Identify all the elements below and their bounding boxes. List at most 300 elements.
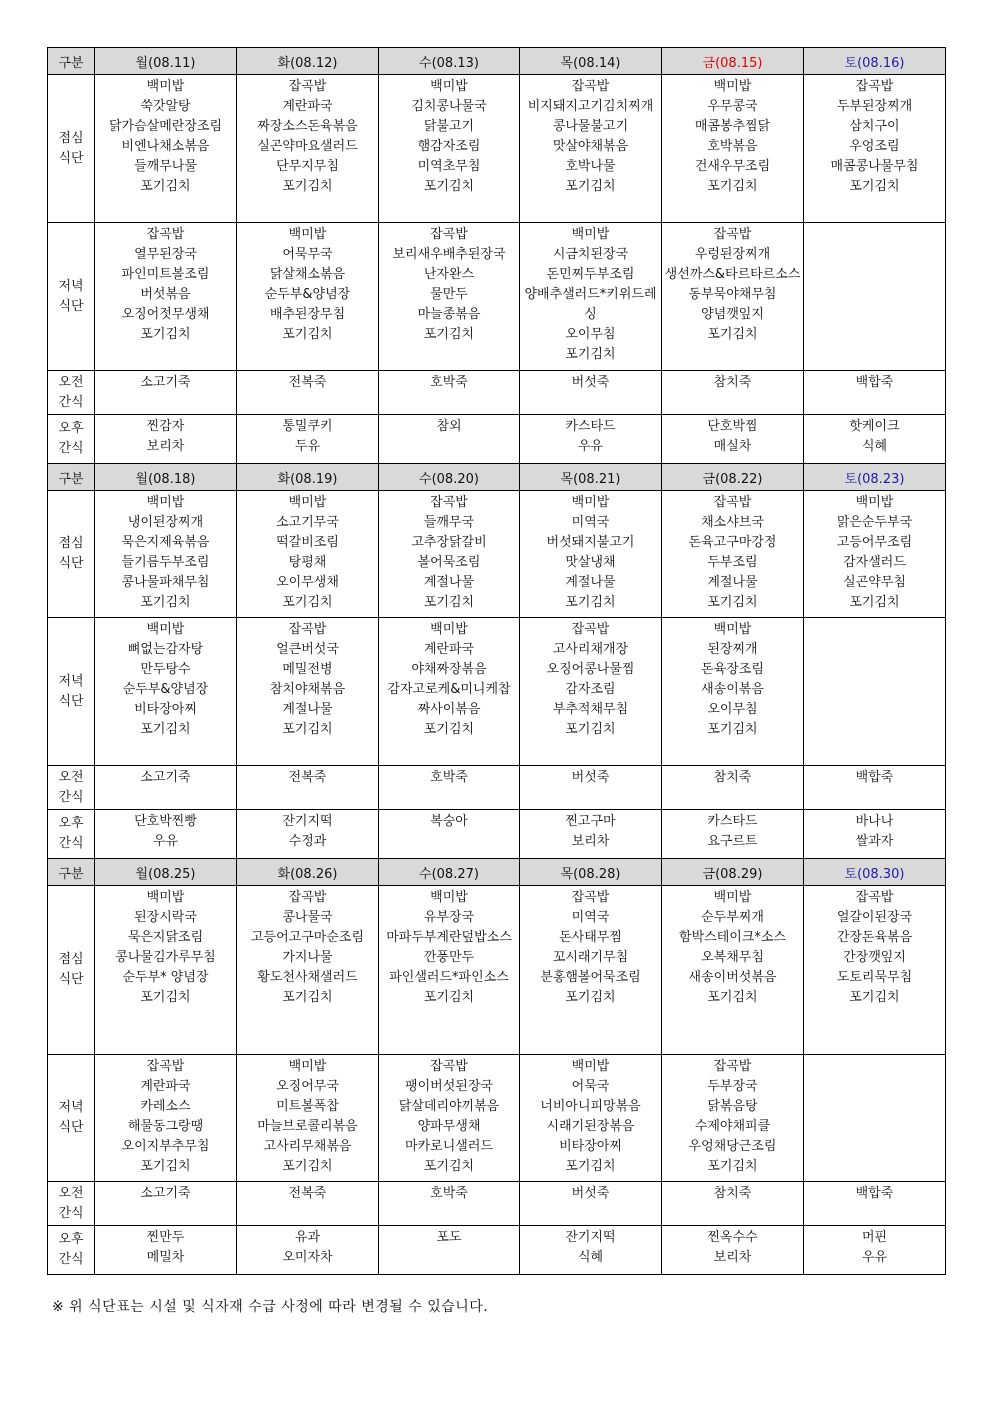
menu-item: 백합죽 <box>855 770 894 785</box>
menu-item: 잡곡밥 <box>713 227 752 242</box>
menu-item: 포기김치 <box>282 722 333 737</box>
menu-item: 짜사이볶음 <box>417 702 481 717</box>
menu-item: 포기김치 <box>565 595 616 610</box>
row-label <box>48 75 95 223</box>
menu-item: 바나나 <box>855 814 894 829</box>
menu-item: 어묵무국 <box>282 247 333 262</box>
menu-item: 우엉채당근조림 <box>688 1139 777 1154</box>
menu-item: 카스타드 <box>565 419 616 434</box>
menu-item: 버섯돼지불고기 <box>546 535 635 550</box>
menu-item: 보리새우배추된장국 <box>392 247 506 262</box>
menu-item: 맛살냉채 <box>565 555 616 570</box>
row-label-line: 오후 <box>58 421 84 436</box>
menu-cell <box>804 223 946 371</box>
menu-item: 너비아니피망볶음 <box>540 1099 641 1114</box>
row-label-line: 간식 <box>58 394 84 410</box>
menu-item: 계절나물 <box>565 575 616 590</box>
menu-item: 식혜 <box>577 1250 604 1265</box>
menu-cell <box>662 810 804 859</box>
menu-item: 백미밥 <box>288 1059 327 1074</box>
menu-cell <box>379 766 520 810</box>
menu-item: 새송이볶음 <box>701 682 764 697</box>
menu-cell <box>95 371 237 415</box>
menu-item: 보리차 <box>713 1250 752 1265</box>
menu-item: 포기김치 <box>565 990 616 1005</box>
menu-item: 고사리채개장 <box>552 642 629 657</box>
menu-item: 포기김치 <box>565 1159 616 1174</box>
menu-item: 잡곡밥 <box>430 495 468 510</box>
menu-cell <box>95 766 237 810</box>
menu-item: 고추장닭갈비 <box>411 535 487 550</box>
menu-item: 잡곡밥 <box>713 495 752 510</box>
menu-cell <box>95 618 237 766</box>
menu-item: 단호박찜 <box>707 419 758 434</box>
menu-item: 백미밥 <box>571 1059 610 1074</box>
menu-item: 묵은지닭조림 <box>127 930 204 945</box>
menu-cell <box>662 491 804 618</box>
menu-item: 떡갈비조림 <box>276 535 339 550</box>
menu-cell <box>520 886 662 1055</box>
menu-item: 매콤봉추찜닭 <box>694 119 771 134</box>
menu-item: 돈민찌두부조림 <box>546 267 635 282</box>
menu-item: 미역국 <box>571 515 610 530</box>
menu-item: 콩나물불고기 <box>552 119 629 134</box>
dinner-row <box>48 1055 946 1182</box>
menu-item: 파인미트볼조림 <box>121 267 210 282</box>
menu-item: 백미밥 <box>288 227 327 242</box>
menu-item: 마파두부계란덮밥소스 <box>386 930 512 945</box>
menu-item: 백미밥 <box>430 890 468 905</box>
menu-item: 소고기죽 <box>140 375 191 390</box>
menu-item: 포기김치 <box>565 347 616 362</box>
menu-item: 수제야채피클 <box>694 1119 771 1134</box>
day-header: 목(08.28) <box>520 859 662 886</box>
menu-item: 포기김치 <box>423 179 475 194</box>
menu-cell <box>662 1055 804 1182</box>
row-label-line: 저녁 <box>58 673 84 689</box>
menu-item: 우무콩국 <box>707 99 758 114</box>
menu-item: 호박죽 <box>430 375 468 390</box>
menu-item: 포기김치 <box>423 327 475 342</box>
menu-cell <box>379 371 520 415</box>
menu-cell <box>804 491 946 618</box>
menu-cell <box>95 1055 237 1182</box>
menu-item: 미역초무침 <box>417 159 481 174</box>
menu-item: 부추적채무침 <box>552 702 629 717</box>
menu-cell <box>379 415 520 464</box>
menu-cell <box>237 491 379 618</box>
row-label-line: 간식 <box>58 441 84 456</box>
menu-item: 백미밥 <box>713 890 752 905</box>
menu-item: 양파무생채 <box>417 1119 481 1134</box>
menu-item: 잡곡밥 <box>146 1059 185 1074</box>
menu-item: 참치죽 <box>713 770 752 785</box>
row-label <box>48 810 95 859</box>
menu-cell <box>237 618 379 766</box>
menu-item: 배추된장무침 <box>269 307 346 322</box>
menu-item: 쌀과자 <box>855 834 894 849</box>
lunch-row <box>48 491 946 618</box>
day-header: 목(08.14) <box>520 48 662 75</box>
menu-cell <box>520 223 662 371</box>
menu-item: 시래기된장볶음 <box>546 1119 635 1134</box>
menu-item: 실곤약마요샐러드 <box>257 139 358 154</box>
menu-item: 두부된장찌개 <box>836 99 913 114</box>
row-label-line: 오전 <box>58 374 84 390</box>
row-label <box>48 618 95 766</box>
menu-item: 오이무생채 <box>276 575 339 590</box>
menu-item: 백미밥 <box>430 622 468 637</box>
row-label-line: 오후 <box>58 816 84 831</box>
day-header: 월(08.25) <box>95 859 237 886</box>
row-label-line: 식단 <box>58 693 84 709</box>
menu-item: 냉이된장찌개 <box>127 515 204 530</box>
menu-item: 실곤약무침 <box>843 575 906 590</box>
menu-item: 팽이버섯된장국 <box>405 1079 493 1094</box>
menu-item: 콩나물김가루무침 <box>115 950 216 965</box>
row-label-line: 저녁 <box>58 278 84 294</box>
menu-item: 식혜 <box>861 439 888 454</box>
menu-item: 잡곡밥 <box>430 1059 468 1074</box>
menu-item: 잔기지떡 <box>282 814 333 829</box>
menu-cell <box>804 618 946 766</box>
menu-item: 우유 <box>152 834 179 849</box>
menu-item: 닭살채소볶음 <box>269 267 346 282</box>
menu-cell <box>379 1226 520 1275</box>
menu-item: 백미밥 <box>713 622 752 637</box>
menu-cell <box>237 766 379 810</box>
menu-item: 포기김치 <box>140 595 191 610</box>
menu-cell <box>520 491 662 618</box>
menu-item: 포기김치 <box>707 990 758 1005</box>
menu-item: 단호박찐빵 <box>134 814 197 829</box>
menu-cell <box>662 223 804 371</box>
menu-item: 쑥갓알탕 <box>140 99 191 114</box>
day-header: 토(08.30) <box>804 859 946 886</box>
menu-item: 뼈없는감자탕 <box>127 642 204 657</box>
menu-item: 두유 <box>294 439 321 454</box>
menu-item: 삼치구이 <box>849 119 900 134</box>
menu-item: 포기김치 <box>140 327 191 342</box>
menu-item: 전복죽 <box>288 770 327 785</box>
menu-item: 포기김치 <box>707 722 758 737</box>
menu-item: 호박나물 <box>565 159 616 174</box>
menu-item: 두부조림 <box>707 555 758 570</box>
row-label <box>48 1055 95 1182</box>
am-snack-row <box>48 766 946 810</box>
menu-item: 순두부&양념장 <box>122 682 209 697</box>
menu-item: 순두부찌개 <box>701 910 764 925</box>
row-label <box>48 415 95 464</box>
menu-cell <box>804 1055 946 1182</box>
menu-cell <box>520 371 662 415</box>
am-snack-row <box>48 1182 946 1226</box>
day-header: 월(08.18) <box>95 464 237 491</box>
day-header: 화(08.12) <box>237 48 379 75</box>
menu-cell <box>95 415 237 464</box>
menu-item: 찐감자 <box>146 419 185 434</box>
menu-item: 호박죽 <box>430 770 468 785</box>
menu-item: 생선까스&타르타르소스 <box>664 267 801 282</box>
menu-item: 새송이버섯볶음 <box>688 970 777 985</box>
menu-item: 수정과 <box>288 834 327 849</box>
menu-item: 백미밥 <box>713 79 752 94</box>
row-label-line: 점심 <box>58 952 84 967</box>
menu-item: 건새우무조림 <box>694 159 771 174</box>
week-header-row <box>48 464 946 491</box>
day-header: 수(08.27) <box>379 859 520 886</box>
row-label <box>48 886 95 1055</box>
row-label-line: 간식 <box>58 1205 84 1221</box>
menu-item: 백미밥 <box>571 227 610 242</box>
menu-item: 우유 <box>577 439 604 454</box>
menu-item: 백합죽 <box>855 1186 894 1201</box>
week-header-row <box>48 859 946 886</box>
menu-cell <box>804 1182 946 1226</box>
menu-item: 잡곡밥 <box>430 227 468 242</box>
day-header: 토(08.16) <box>804 48 946 75</box>
menu-item: 볼어묵조림 <box>417 555 481 570</box>
menu-item: 호박죽 <box>430 1186 468 1201</box>
menu-item: 찐옥수수 <box>707 1230 758 1245</box>
menu-cell <box>95 1226 237 1275</box>
menu-item: 백미밥 <box>430 79 468 94</box>
menu-item: 잡곡밥 <box>855 79 894 94</box>
division-label: 구분 <box>48 859 95 886</box>
menu-item: 소고기죽 <box>140 1186 191 1201</box>
menu-item: 포기김치 <box>849 179 900 194</box>
menu-item: 오징어무국 <box>276 1079 339 1094</box>
row-label <box>48 371 95 415</box>
menu-item: 포기김치 <box>282 990 333 1005</box>
menu-item: 잡곡밥 <box>288 79 327 94</box>
menu-item: 비타장아찌 <box>559 1139 622 1154</box>
menu-item: 된장시락국 <box>134 910 197 925</box>
menu-cell <box>662 415 804 464</box>
day-header: 금(08.22) <box>662 464 804 491</box>
day-header: 금(08.15) <box>662 48 804 75</box>
division-label: 구분 <box>48 464 95 491</box>
menu-item: 된장찌개 <box>707 642 758 657</box>
menu-item: 호박볶음 <box>707 139 758 154</box>
row-label <box>48 766 95 810</box>
menu-item: 마늘종볶음 <box>417 307 481 322</box>
row-label-line: 식단 <box>58 556 84 571</box>
menu-item: 열무된장국 <box>134 247 197 262</box>
am-snack-row <box>48 371 946 415</box>
menu-cell <box>95 491 237 618</box>
menu-item: 분홍햄볼어묵조림 <box>540 970 641 985</box>
menu-item: 어묵국 <box>571 1079 610 1094</box>
menu-item: 얼큰버섯국 <box>276 642 339 657</box>
menu-item: 계란파국 <box>282 99 333 114</box>
menu-item: 계란파국 <box>140 1079 191 1094</box>
menu-cell <box>379 1055 520 1182</box>
division-label: 구분 <box>48 48 95 75</box>
pm-snack-row <box>48 810 946 859</box>
menu-item: 비타장아찌 <box>134 702 197 717</box>
menu-item: 감자조림 <box>565 682 616 697</box>
menu-item: 잡곡밥 <box>571 890 610 905</box>
menu-item: 요구르트 <box>707 834 758 849</box>
menu-cell <box>520 810 662 859</box>
menu-item: 가지나물 <box>282 950 333 965</box>
menu-item: 메밀전병 <box>282 662 333 677</box>
row-label-line: 간식 <box>58 789 84 805</box>
menu-item: 고등어무조림 <box>836 535 913 550</box>
menu-item: 우유 <box>861 1250 888 1265</box>
row-label <box>48 223 95 371</box>
menu-item: 파인샐러드*파인소스 <box>389 970 509 985</box>
menu-item: 소고기무국 <box>276 515 339 530</box>
menu-item: 우렁된장찌개 <box>694 247 771 262</box>
row-label-line: 점심 <box>58 130 84 146</box>
menu-cell <box>804 1226 946 1275</box>
menu-item: 닭가슴살메란장조림 <box>108 119 223 134</box>
menu-item: 포기김치 <box>707 1159 758 1174</box>
menu-item: 오이무침 <box>565 327 616 342</box>
menu-cell <box>95 886 237 1055</box>
menu-item: 얼갈이된장국 <box>836 910 913 925</box>
menu-item: 전복죽 <box>288 1186 327 1201</box>
menu-item: 포기김치 <box>565 722 616 737</box>
menu-cell <box>95 75 237 223</box>
footnote: ※ 위 식단표는 시설 및 식자재 수급 사정에 따라 변경될 수 있습니다. <box>52 1299 489 1315</box>
menu-item: 백미밥 <box>146 79 185 94</box>
menu-cell <box>804 766 946 810</box>
row-label-line: 오전 <box>58 1185 84 1201</box>
menu-item: 들깨무나물 <box>134 159 197 174</box>
pm-snack-row <box>48 415 946 464</box>
row-label-line: 간식 <box>58 1252 84 1267</box>
menu-item: 매실차 <box>713 439 752 454</box>
day-header: 목(08.21) <box>520 464 662 491</box>
menu-cell <box>520 1055 662 1182</box>
menu-cell <box>379 1182 520 1226</box>
menu-item: 포기김치 <box>423 1159 475 1174</box>
row-label <box>48 491 95 618</box>
menu-cell <box>662 371 804 415</box>
menu-cell <box>662 886 804 1055</box>
menu-item: 유부장국 <box>423 910 475 925</box>
menu-item: 잡곡밥 <box>288 890 327 905</box>
menu-item: 핫케이크 <box>849 419 900 434</box>
menu-item: 탕평채 <box>288 555 327 570</box>
menu-item: 미역국 <box>571 910 610 925</box>
menu-item: 콩나물국 <box>282 910 333 925</box>
menu-item: 돈사태무찜 <box>559 930 622 945</box>
menu-item: 비지돼지고기김치찌개 <box>527 99 654 114</box>
menu-item: 들깨무국 <box>423 515 475 530</box>
menu-item: 백합죽 <box>855 375 894 390</box>
menu-cell <box>804 886 946 1055</box>
menu-cell <box>237 371 379 415</box>
menu-item: 맑은순두부국 <box>836 515 913 530</box>
menu-item: 통밀쿠키 <box>282 419 333 434</box>
menu-cell <box>804 810 946 859</box>
menu-item: 꼬시래기무침 <box>552 950 629 965</box>
menu-item: 포기김치 <box>282 1159 333 1174</box>
menu-item: 잡곡밥 <box>713 1059 752 1074</box>
menu-item: 참치죽 <box>713 375 752 390</box>
row-label-line: 간식 <box>58 836 84 851</box>
menu-cell <box>237 1182 379 1226</box>
menu-item: 포기김치 <box>849 990 900 1005</box>
menu-cell <box>520 415 662 464</box>
menu-item: 잔기지떡 <box>565 1230 616 1245</box>
menu-cell <box>379 618 520 766</box>
menu-cell <box>237 1226 379 1275</box>
menu-item: 고사리무채볶음 <box>263 1139 352 1154</box>
menu-cell <box>237 75 379 223</box>
row-label <box>48 1182 95 1226</box>
menu-item: 포기김치 <box>282 179 333 194</box>
menu-item: 도토리묵무침 <box>836 970 913 985</box>
menu-cell <box>804 415 946 464</box>
menu-item: 난자완스 <box>423 267 475 282</box>
menu-item: 포기김치 <box>282 595 333 610</box>
row-label-line: 저녁 <box>58 1100 84 1115</box>
menu-item: 잡곡밥 <box>288 622 327 637</box>
meal-plan-table <box>47 47 946 1275</box>
menu-cell <box>237 1055 379 1182</box>
menu-cell <box>662 1226 804 1275</box>
menu-item: 포기김치 <box>849 595 900 610</box>
menu-item: 햄감자조림 <box>417 139 481 154</box>
menu-cell <box>237 223 379 371</box>
menu-item: 돈육장조림 <box>701 662 764 677</box>
dinner-row <box>48 223 946 371</box>
menu-item: 콩나물파채무침 <box>121 575 210 590</box>
menu-cell <box>379 810 520 859</box>
menu-cell <box>95 223 237 371</box>
menu-cell <box>379 75 520 223</box>
menu-item: 잡곡밥 <box>571 622 610 637</box>
menu-cell <box>379 886 520 1055</box>
menu-item: 계절나물 <box>423 575 475 590</box>
menu-item: 야채짜장볶음 <box>411 662 487 677</box>
day-header: 월(08.11) <box>95 48 237 75</box>
menu-item: 만두탕수 <box>140 662 191 677</box>
menu-cell <box>804 371 946 415</box>
menu-item: 맛살야채볶음 <box>552 139 629 154</box>
menu-cell <box>95 810 237 859</box>
menu-item: 단무지무침 <box>276 159 339 174</box>
menu-cell <box>662 1182 804 1226</box>
menu-item: 물만두 <box>430 287 468 302</box>
menu-cell <box>662 766 804 810</box>
menu-item: 머핀 <box>861 1230 888 1245</box>
menu-item: 간장깻잎지 <box>843 950 906 965</box>
menu-item: 시금치된장국 <box>552 247 629 262</box>
menu-item: 들기름두부조림 <box>121 555 210 570</box>
menu-item: 버섯죽 <box>571 770 610 785</box>
menu-item: 잡곡밥 <box>571 79 610 94</box>
menu-item: 찐만두 <box>146 1230 185 1245</box>
menu-cell <box>520 75 662 223</box>
menu-cell <box>237 886 379 1055</box>
menu-item: 돈육고구마강정 <box>688 535 777 550</box>
menu-item: 백미밥 <box>855 495 894 510</box>
menu-cell <box>520 766 662 810</box>
menu-item: 미트볼폭찹 <box>276 1099 339 1114</box>
menu-item: 두부장국 <box>707 1079 758 1094</box>
menu-item: 김치콩나물국 <box>411 99 487 114</box>
day-header: 수(08.13) <box>379 48 520 75</box>
menu-item: 닭불고기 <box>423 119 475 134</box>
menu-item: 버섯볶음 <box>140 287 191 302</box>
menu-item: 잡곡밥 <box>855 890 894 905</box>
